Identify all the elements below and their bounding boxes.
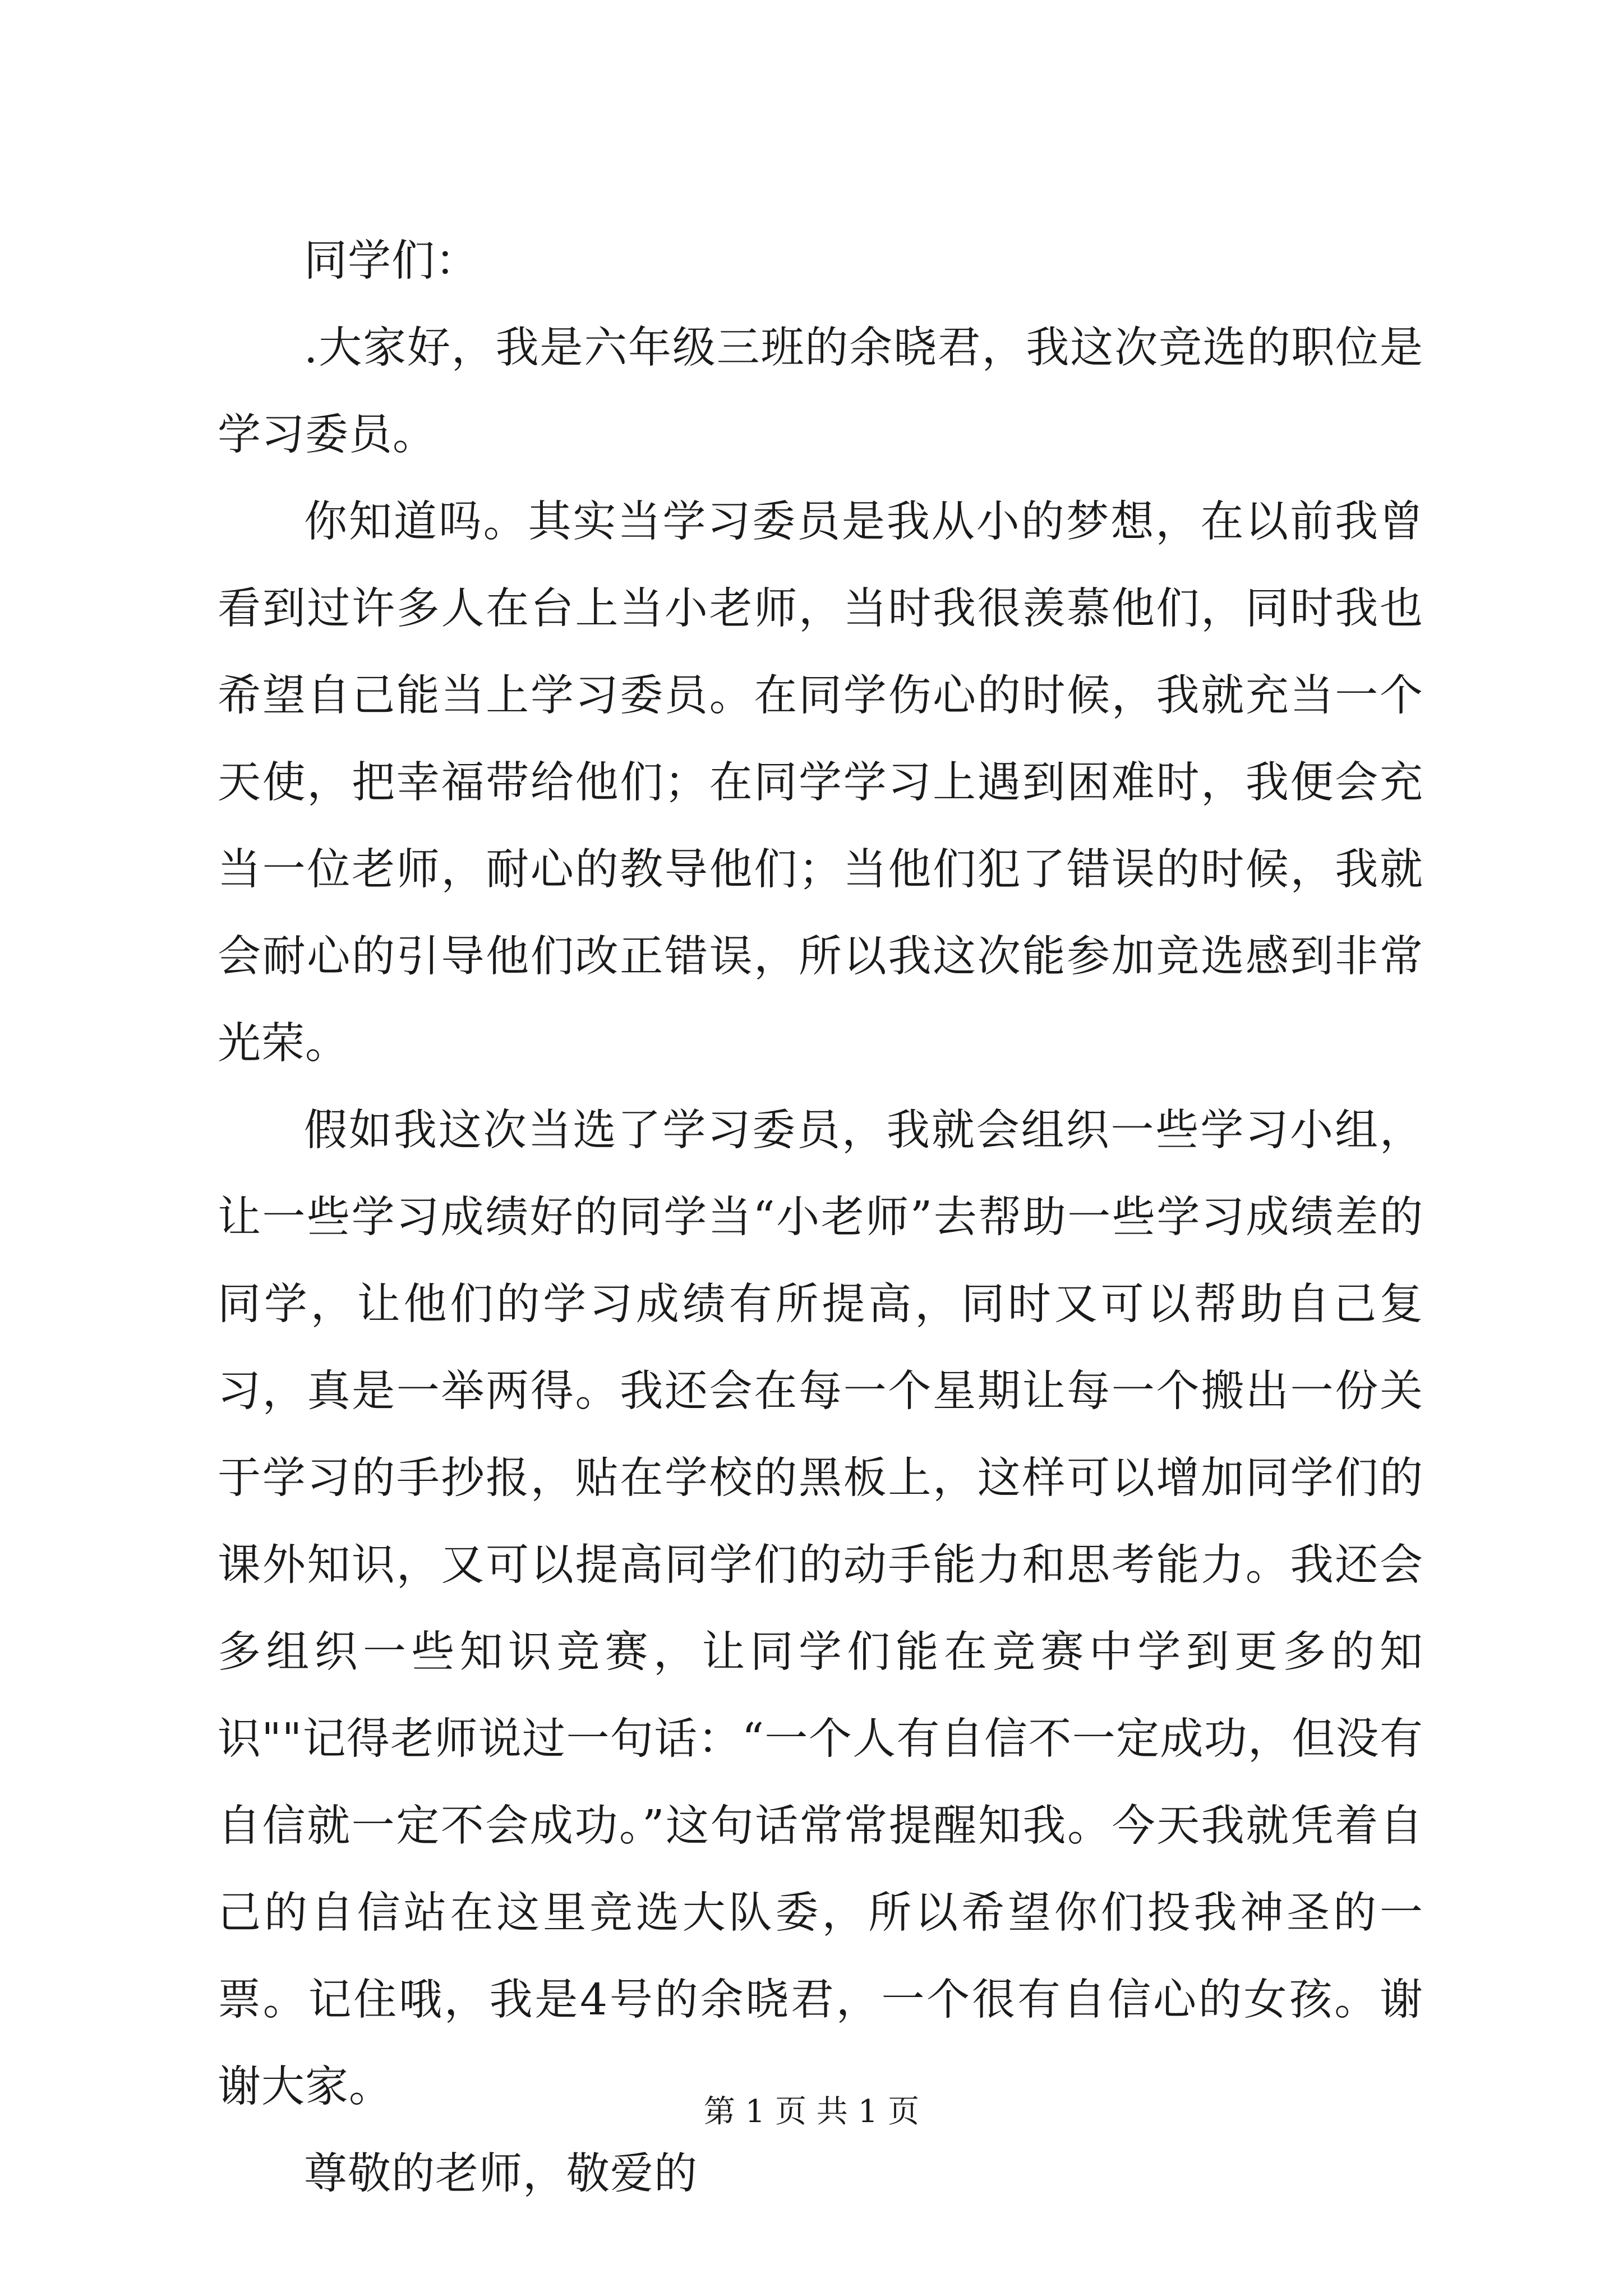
dream-paragraph: 你知道吗。其实当学习委员是我从小的梦想，在以前我曾看到过许多人在台上当小老师，当时我很羡慕他们，同时我也希望自己能当上学习委员。在同学伤心的时候，我就充当一个天使，把幸福带给他们；在同学学习上遇到困难时，我便会充当一位老师，耐心的教导他们；当他们犯了错误的时候，我就会耐心的引导他们改正错误，所以我这次能参加竞选感到非常光荣。	[218, 497, 1423, 1069]
salutation-paragraph: 同学们：	[304, 236, 479, 286]
greeting-paragraph: .大家好，我是六年级三班的余晓君，我这次竞选的职位是学习委员。	[218, 323, 1423, 460]
plan-paragraph: 假如我这次当选了学习委员，我就会组织一些学习小组，让一些学习成绩好的同学当“小老师”去帮助一些学习成绩差的同学，让他们的学习成绩有所提高，同时又可以帮助自己复习，真是一举两得。我还会在每一个星期让每一个搬出一份关于学习的手抄报，贴在学校的黑板上，这样可以增加同学们的课外知识，又可以提高同学们的动手能力和思考能力。我还会多组织一些知识竞赛，让同学们能在竞赛中学到更多的知识""记得老师说过一句话：“一个人有自信不一定成功，但没有自信就一定不会成功。”这句话常常提醒知我。今天我就凭着自己的自信站在这里竞选大队委，所以希望你们投我神圣的一票。记住哦，我是4号的余晓君，一个很有自信心的女孩。谢谢大家。	[218, 1106, 1423, 2112]
document-body	[218, 218, 1423, 2217]
closing-paragraph: 尊敬的老师，敬爱的	[304, 2149, 698, 2199]
page-footer: 第 1 页 共 1 页	[703, 2093, 920, 2130]
